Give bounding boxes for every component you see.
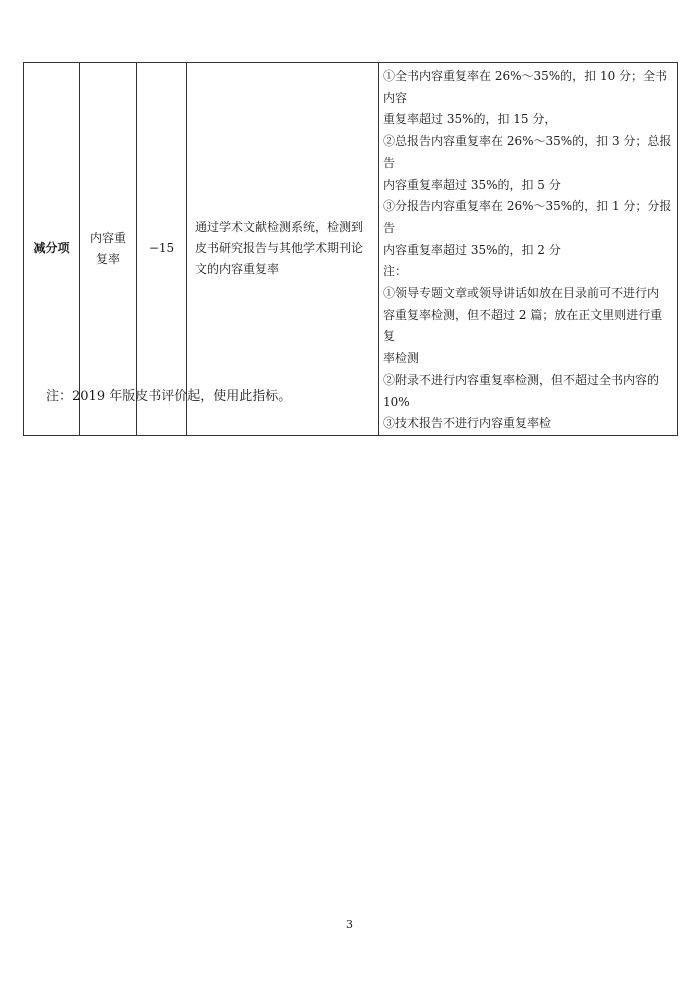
rule-line: ①领导专题文章或领导讲话如放在目录前可不进行内 (383, 286, 660, 301)
rule-line: 内容重复率超过 35%的，扣 2 分 (383, 242, 561, 257)
rule-line: ③分报告内容重复率在 26%～35%的，扣 1 分；分报告 (383, 199, 672, 235)
rule-line: 率检测 (383, 351, 420, 366)
page-number: 3 (346, 918, 353, 931)
item-cell: 内容重复率 (80, 63, 137, 436)
rule-line: 重复率超过 35%的，扣 15 分， (383, 112, 557, 127)
rule-line: 容重复率检测，但不超过 2 篇；放在正文里则进行重复 (383, 307, 663, 344)
rules-cell (379, 63, 678, 436)
scoring-table (23, 62, 678, 436)
category-cell: 减分项 (24, 63, 80, 436)
rule-line: 注： (383, 264, 408, 279)
rule-line: 10% (383, 394, 410, 409)
rule-line: ③技术报告不进行内容重复率检 (383, 416, 552, 431)
rule-line: ②总报告内容重复率在 26%～35%的，扣 3 分；总报告 (383, 134, 672, 170)
description-cell: 通过学术文献检测系统，检测到皮书研究报告与其他学术期刊论文的内容重复率 (187, 63, 379, 436)
footnote: 注：2019 年版皮书评价起，使用此指标。 (46, 389, 292, 404)
rule-line: ②附录不进行内容重复率检测，但不超过全书内容的 (383, 372, 660, 387)
table-row (24, 63, 678, 436)
rule-line: 内容重复率超过 35%的，扣 5 分 (383, 177, 561, 192)
score-cell: −15 (137, 63, 187, 436)
rule-line: ①全书内容重复率在 26%～35%的，扣 10 分；全书内容 (383, 69, 668, 105)
